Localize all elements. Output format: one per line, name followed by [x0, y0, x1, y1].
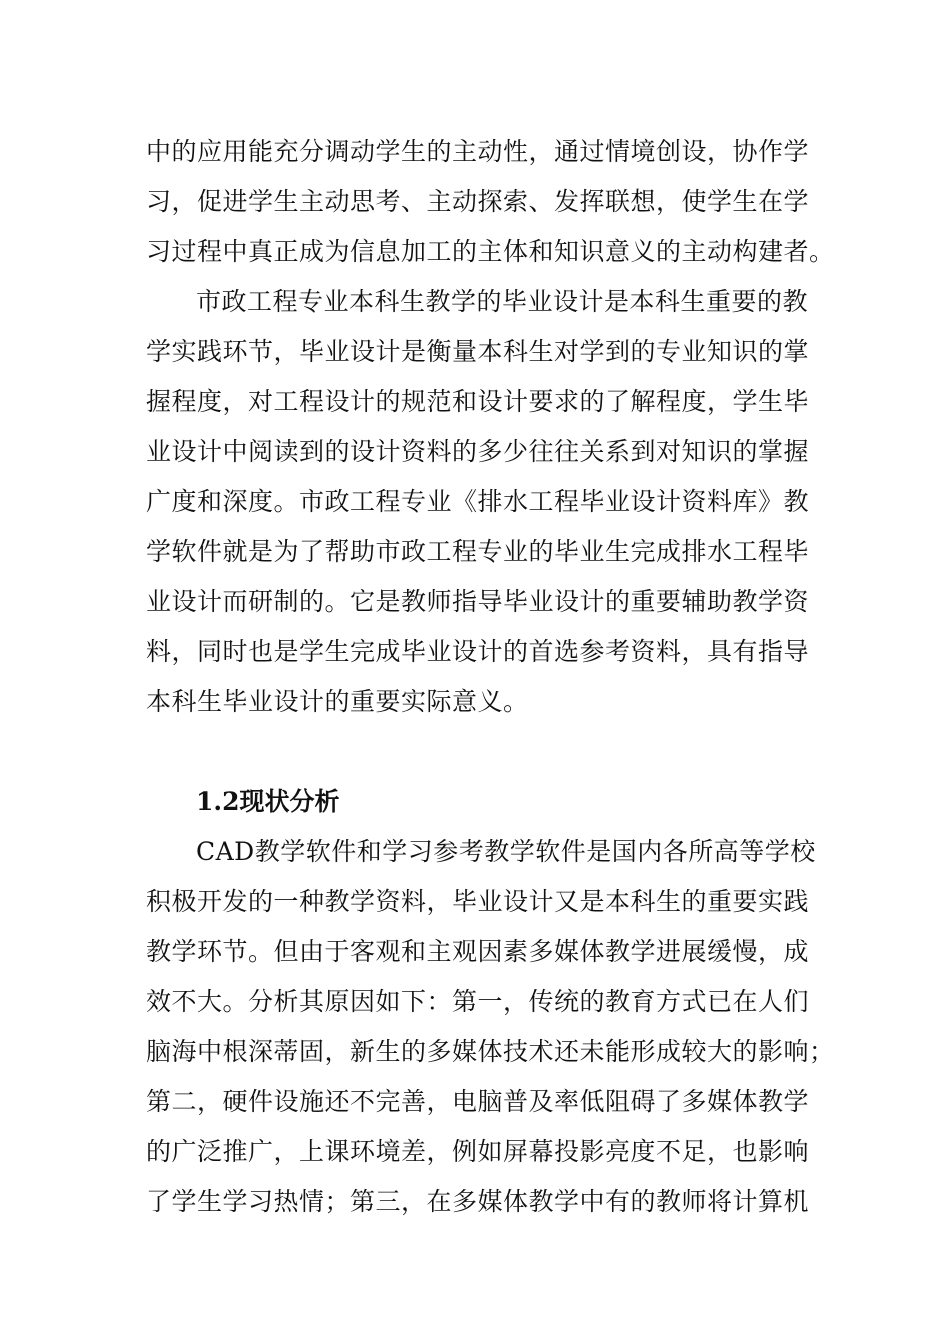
section-line-4: 效不大。分析其原因如下：第一，传统的教育方式已在人们: [146, 987, 810, 1016]
paragraph-2-line-5: 广度和深度。市政工程专业《排水工程毕业设计资料库》教: [146, 487, 810, 516]
paragraph-2-line-1: 市政工程专业本科生教学的毕业设计是本科生重要的教: [196, 287, 809, 316]
paragraph-1-line-1: 中的应用能充分调动学生的主动性，通过情境创设，协作学: [146, 137, 810, 166]
paragraph-2-line-6: 学软件就是为了帮助市政工程专业的毕业生完成排水工程毕: [146, 537, 810, 566]
paragraph-1-line-3: 习过程中真正成为信息加工的主体和知识意义的主动构建者。: [146, 237, 835, 266]
paragraph-2-line-9: 本科生毕业设计的重要实际意义。: [146, 687, 529, 716]
section-line-7: 的广泛推广，上课环境差，例如屏幕投影亮度不足，也影响: [146, 1137, 810, 1166]
section-line-8: 了学生学习热情；第三，在多媒体教学中有的教师将计算机: [146, 1187, 810, 1216]
paragraph-2-line-3: 握程度，对工程设计的规范和设计要求的了解程度，学生毕: [146, 387, 810, 416]
section-line-1: CAD教学软件和学习参考教学软件是国内各所高等学校: [196, 837, 816, 866]
section-line-6: 第二，硬件设施还不完善，电脑普及率低阻碍了多媒体教学: [146, 1087, 810, 1116]
section-heading: 1.2现状分析: [196, 787, 340, 816]
paragraph-2-line-4: 业设计中阅读到的设计资料的多少往往关系到对知识的掌握: [146, 437, 810, 466]
paragraph-2-line-2: 学实践环节，毕业设计是衡量本科生对学到的专业知识的掌: [146, 337, 810, 366]
paragraph-1-line-2: 习，促进学生主动思考、主动探索、发挥联想，使学生在学: [146, 187, 810, 216]
section-line-2: 积极开发的一种教学资料，毕业设计又是本科生的重要实践: [146, 887, 810, 916]
section-line-3: 教学环节。但由于客观和主观因素多媒体教学进展缓慢，成: [146, 937, 810, 966]
paragraph-2-line-8: 料，同时也是学生完成毕业设计的首选参考资料，具有指导: [146, 637, 810, 666]
paragraph-2-line-7: 业设计而研制的。它是教师指导毕业设计的重要辅助教学资: [146, 587, 810, 616]
section-line-5: 脑海中根深蒂固，新生的多媒体技术还未能形成较大的影响；: [146, 1037, 835, 1066]
